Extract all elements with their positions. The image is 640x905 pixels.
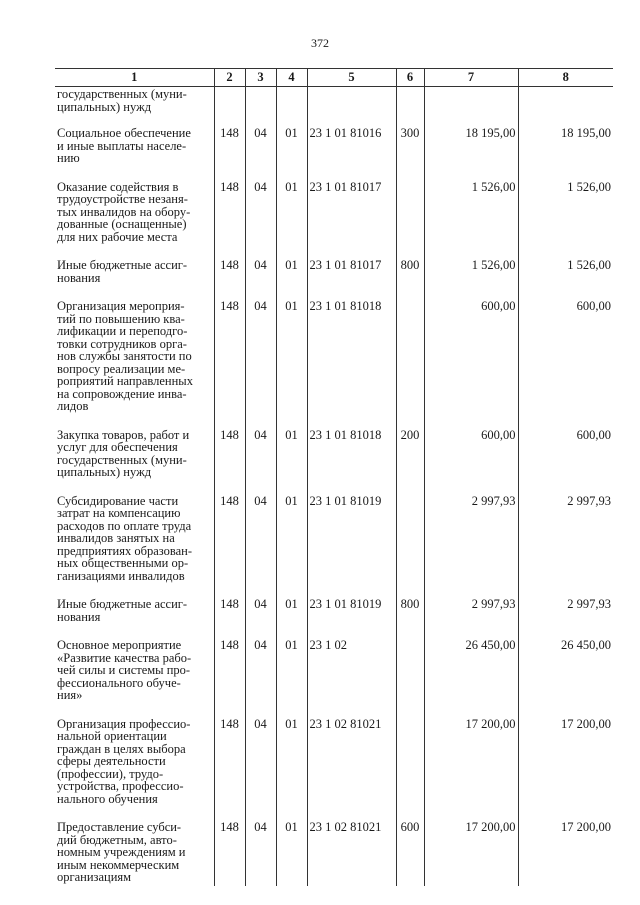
target-article: 23 1 02 81021 [307, 716, 396, 820]
amount-col-7: 2 997,93 [424, 493, 518, 597]
section-code: 04 [245, 493, 276, 597]
row-name: Социальное обеспечение и иные выплаты населе- нию [55, 125, 214, 179]
row-name: Организация мероприя- тий по повышению ква- лификации и переподго- товки сотрудников орга- нов службы занятости по вопросу реализации ме- роприятий направленных на сопровождение инва- лидов [55, 298, 214, 427]
amount-col-8: 2 997,93 [518, 596, 613, 637]
admin-code: 148 [214, 637, 245, 716]
admin-code: 148 [214, 298, 245, 427]
amount-col-8: 600,00 [518, 298, 613, 427]
section-code: 04 [245, 637, 276, 716]
table-row [55, 716, 613, 820]
target-article: 23 1 01 81017 [307, 257, 396, 298]
subsection-code [276, 87, 307, 126]
table-row [55, 637, 613, 716]
admin-code: 148 [214, 125, 245, 179]
admin-code: 148 [214, 493, 245, 597]
admin-code: 148 [214, 596, 245, 637]
expense-type: 800 [396, 257, 424, 298]
amount-col-7: 17 200,00 [424, 716, 518, 820]
admin-code: 148 [214, 179, 245, 258]
row-name: Оказание содействия в трудоустройстве незаня- тых инвалидов на обору- дованные (оснащенные) для них рабочие места [55, 179, 214, 258]
amount-col-8: 2 997,93 [518, 493, 613, 597]
amount-col-8: 1 526,00 [518, 257, 613, 298]
table-row [55, 596, 613, 637]
section-code: 04 [245, 125, 276, 179]
table-body [55, 87, 613, 886]
column-header-3: 3 [245, 69, 276, 87]
row-name: Субсидирование части затрат на компенсацию расходов по оплате труда инвалидов занятых на предприятиях образован- ных общественными ор- ганизациями инвалидов [55, 493, 214, 597]
admin-code: 148 [214, 257, 245, 298]
table-row [55, 87, 613, 126]
column-header-1: 1 [55, 69, 214, 87]
section-code: 04 [245, 257, 276, 298]
subsection-code: 01 [276, 819, 307, 886]
amount-col-7 [424, 87, 518, 126]
page-number: 372 [311, 36, 329, 50]
section-code: 04 [245, 596, 276, 637]
target-article: 23 1 01 81018 [307, 298, 396, 427]
expense-type [396, 637, 424, 716]
amount-col-8: 18 195,00 [518, 125, 613, 179]
expense-type [396, 87, 424, 126]
subsection-code: 01 [276, 637, 307, 716]
expense-type [396, 716, 424, 820]
expense-type: 300 [396, 125, 424, 179]
section-code: 04 [245, 179, 276, 258]
row-name: Иные бюджетные ассиг- нования [55, 257, 214, 298]
subsection-code: 01 [276, 298, 307, 427]
expense-type [396, 298, 424, 427]
amount-col-7: 18 195,00 [424, 125, 518, 179]
amount-col-8: 1 526,00 [518, 179, 613, 258]
amount-col-8: 600,00 [518, 427, 613, 493]
column-header-7: 7 [424, 69, 518, 87]
section-code [245, 87, 276, 126]
table-row [55, 257, 613, 298]
row-name: Основное мероприятие «Развитие качества рабо- чей силы и системы про- фессионального обуче- ния» [55, 637, 214, 716]
budget-table [55, 68, 613, 886]
column-header-2: 2 [214, 69, 245, 87]
table-row [55, 298, 613, 427]
section-code: 04 [245, 716, 276, 820]
amount-col-8 [518, 87, 613, 126]
expense-type: 800 [396, 596, 424, 637]
amount-col-8: 17 200,00 [518, 716, 613, 820]
target-article: 23 1 01 81017 [307, 179, 396, 258]
amount-col-7: 1 526,00 [424, 179, 518, 258]
column-header-5: 5 [307, 69, 396, 87]
amount-col-7: 26 450,00 [424, 637, 518, 716]
column-header-6: 6 [396, 69, 424, 87]
amount-col-7: 1 526,00 [424, 257, 518, 298]
target-article: 23 1 01 81019 [307, 493, 396, 597]
target-article: 23 1 02 [307, 637, 396, 716]
amount-col-8: 26 450,00 [518, 637, 613, 716]
amount-col-8: 17 200,00 [518, 819, 613, 886]
section-code: 04 [245, 819, 276, 886]
subsection-code: 01 [276, 716, 307, 820]
row-name: государственных (муни- ципальных) нужд [55, 87, 214, 126]
section-code: 04 [245, 427, 276, 493]
target-article: 23 1 01 81019 [307, 596, 396, 637]
subsection-code: 01 [276, 427, 307, 493]
table-header-row [55, 69, 613, 87]
subsection-code: 01 [276, 493, 307, 597]
target-article: 23 1 01 81018 [307, 427, 396, 493]
section-code: 04 [245, 298, 276, 427]
row-name: Организация профессио- нальной ориентации граждан в целях выбора сферы деятельности (профессии), трудо- устройства, профессио- нального обучения [55, 716, 214, 820]
subsection-code: 01 [276, 257, 307, 298]
expense-type [396, 493, 424, 597]
amount-col-7: 17 200,00 [424, 819, 518, 886]
table-row [55, 493, 613, 597]
subsection-code: 01 [276, 596, 307, 637]
admin-code: 148 [214, 819, 245, 886]
amount-col-7: 600,00 [424, 427, 518, 493]
target-article [307, 87, 396, 126]
expense-type [396, 179, 424, 258]
column-header-8: 8 [518, 69, 613, 87]
admin-code [214, 87, 245, 126]
target-article: 23 1 02 81021 [307, 819, 396, 886]
table-row [55, 125, 613, 179]
subsection-code: 01 [276, 179, 307, 258]
row-name: Закупка товаров, работ и услуг для обеспечения государственных (муни- ципальных) нужд [55, 427, 214, 493]
admin-code: 148 [214, 427, 245, 493]
row-name: Предоставление субси- дий бюджетным, авто- номным учреждениям и иным некоммерческим организациям [55, 819, 214, 886]
table-row [55, 179, 613, 258]
row-name: Иные бюджетные ассиг- нования [55, 596, 214, 637]
admin-code: 148 [214, 716, 245, 820]
amount-col-7: 600,00 [424, 298, 518, 427]
table-row [55, 819, 613, 886]
target-article: 23 1 01 81016 [307, 125, 396, 179]
subsection-code: 01 [276, 125, 307, 179]
expense-type: 600 [396, 819, 424, 886]
expense-type: 200 [396, 427, 424, 493]
column-header-4: 4 [276, 69, 307, 87]
amount-col-7: 2 997,93 [424, 596, 518, 637]
table-row [55, 427, 613, 493]
